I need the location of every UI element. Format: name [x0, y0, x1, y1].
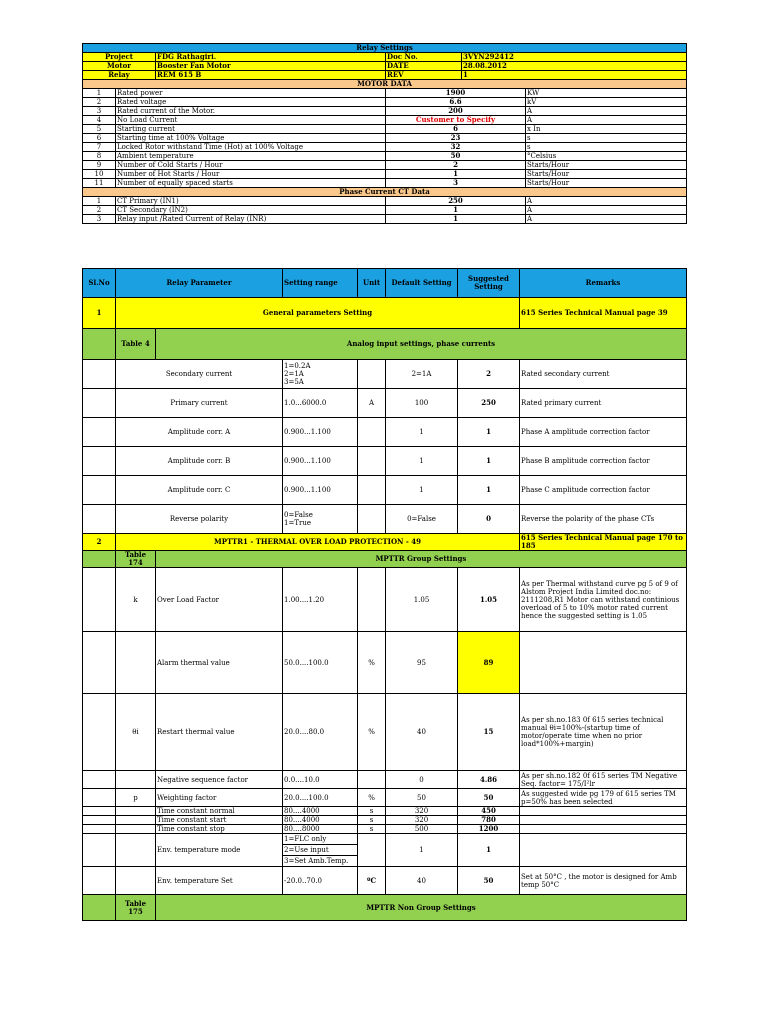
- table-row: [83, 476, 687, 505]
- motor-value: 2: [386, 161, 526, 170]
- motor-value: Customer to Specify: [386, 116, 526, 125]
- ct-data-heading: Phase Current CT Data: [83, 188, 687, 197]
- suggested-setting: 450: [458, 807, 520, 816]
- motor-param: Number of equally spaced starts: [116, 179, 386, 188]
- table-row: [83, 505, 687, 534]
- col-header-default: Default Setting: [386, 269, 458, 298]
- motor-value: 1: [386, 170, 526, 179]
- motor-unit: KW: [526, 89, 687, 98]
- remarks: Rated secondary current: [520, 360, 687, 389]
- table-title: Analog input settings, phase currents: [156, 329, 687, 360]
- col-header-slno: Sl.No: [83, 269, 116, 298]
- motor-param: Number of Hot Starts / Hour: [116, 170, 386, 179]
- col-header-remarks: Remarks: [520, 269, 687, 298]
- table-label: Table 174: [116, 551, 156, 568]
- motor-param: Rated voltage: [116, 98, 386, 107]
- setting-range: 1.00....1.20: [283, 568, 358, 632]
- unit: %: [358, 694, 386, 771]
- unit: [358, 505, 386, 534]
- setting-range: 1.0...6000.0: [283, 389, 358, 418]
- motor-data-heading: MOTOR DATA: [83, 80, 687, 89]
- ct-value: 1: [386, 206, 526, 215]
- param-name: Time constant normal: [156, 807, 283, 816]
- ct-unit: A: [526, 215, 687, 224]
- param-name: Weighting factor: [156, 789, 283, 807]
- section-number: 1: [83, 298, 116, 329]
- motor-param: Rated power: [116, 89, 386, 98]
- param-name: Secondary current: [116, 360, 283, 389]
- relay-value: REM 615 B: [156, 71, 386, 80]
- motor-value: 200: [386, 107, 526, 116]
- motor-param: Starting time at 100% Voltage: [116, 134, 386, 143]
- suggested-setting: 780: [458, 816, 520, 825]
- motor-unit: A: [526, 116, 687, 125]
- table-row: [83, 161, 687, 170]
- row-number: 6: [83, 134, 116, 143]
- project-label: Project: [83, 53, 156, 62]
- default-setting: 320: [386, 816, 458, 825]
- suggested-setting: 89: [458, 632, 520, 694]
- suggested-setting: 50: [458, 789, 520, 807]
- remarks: [520, 632, 687, 694]
- motor-label: Motor: [83, 62, 156, 71]
- row-number: 9: [83, 161, 116, 170]
- default-setting: 2=1A: [386, 360, 458, 389]
- setting-range: -20.0..70.0: [283, 867, 358, 895]
- table-row: [83, 807, 687, 816]
- default-setting: 1.05: [386, 568, 458, 632]
- table-row: [83, 447, 687, 476]
- rev-value: 1: [462, 71, 687, 80]
- setting-range: 20.0....80.0: [283, 694, 358, 771]
- date-value: 28.08.2012: [462, 62, 687, 71]
- setting-range: 50.0....100.0: [283, 632, 358, 694]
- suggested-setting: 4.86: [458, 771, 520, 789]
- table-label: Table 4: [116, 329, 156, 360]
- motor-value: 23: [386, 134, 526, 143]
- range-option: 1=True: [284, 519, 312, 527]
- section-reference: 615 Series Technical Manual page 170 to 185: [520, 534, 687, 551]
- table-row: [83, 816, 687, 825]
- setting-range: 0.900...1.100: [283, 476, 358, 505]
- param-name: Env. temperature mode: [156, 834, 283, 867]
- row-number: 3: [83, 215, 116, 224]
- section-number: 2: [83, 534, 116, 551]
- suggested-setting: 0: [458, 505, 520, 534]
- unit: [358, 476, 386, 505]
- default-setting: 40: [386, 867, 458, 895]
- motor-value: Booster Fan Motor: [156, 62, 386, 71]
- column-header-row: [83, 269, 687, 298]
- suggested-setting: 50: [458, 867, 520, 895]
- table-row: [83, 694, 687, 771]
- relay-parameter-sheet: [82, 268, 687, 921]
- docno-label: Doc No.: [386, 53, 462, 62]
- table-row: [83, 98, 687, 107]
- motor-param: Rated current of the Motor.: [116, 107, 386, 116]
- table-row: [83, 418, 687, 447]
- motor-value: 1900: [386, 89, 526, 98]
- setting-range: 80....4000: [283, 807, 358, 816]
- suggested-setting: 1: [458, 834, 520, 867]
- relay-settings-sheet: [82, 43, 687, 224]
- table-row: [83, 197, 687, 206]
- param-name: Time constant stop: [156, 825, 283, 834]
- ct-unit: A: [526, 197, 687, 206]
- table-row: [83, 206, 687, 215]
- col-header-unit: Unit: [358, 269, 386, 298]
- project-value: FDG Rathagiri.: [156, 53, 386, 62]
- default-setting: 95: [386, 632, 458, 694]
- motor-unit: A: [526, 107, 687, 116]
- suggested-setting: 1: [458, 476, 520, 505]
- suggested-setting: 1.05: [458, 568, 520, 632]
- remarks: As suggested wide pg 179 of 615 series TM p=50% has been selected: [520, 789, 687, 807]
- relay-label: Relay: [83, 71, 156, 80]
- ct-value: 250: [386, 197, 526, 206]
- param-name: Alarm thermal value: [156, 632, 283, 694]
- param-name: Amplitude corr. B: [116, 447, 283, 476]
- ct-param: CT Primary (IN1): [116, 197, 386, 206]
- motor-value: 50: [386, 152, 526, 161]
- remarks: As per sh.no.182 0f 615 series TM Negative Seq. factor= 175/I²lr: [520, 771, 687, 789]
- motor-unit: s: [526, 143, 687, 152]
- row-number: 2: [83, 206, 116, 215]
- table-title: MPTTR Group Settings: [156, 551, 687, 568]
- sheet-title: Relay Settings: [83, 44, 687, 53]
- setting-range: 20.0....100.0: [283, 789, 358, 807]
- unit: [358, 418, 386, 447]
- range-option: 1=0.2A: [284, 362, 311, 370]
- motor-value: 32: [386, 143, 526, 152]
- setting-range: [283, 360, 358, 389]
- row-number: 5: [83, 125, 116, 134]
- motor-value: 6.6: [386, 98, 526, 107]
- remarks: Phase A amplitude correction factor: [520, 418, 687, 447]
- motor-unit: x In: [526, 125, 687, 134]
- table-row: [83, 867, 687, 895]
- setting-range: 80....4000: [283, 816, 358, 825]
- motor-unit: Starts/Hour: [526, 161, 687, 170]
- remarks: As per sh.no.183 0f 615 series technical manual θi=100%-(startup time of motor/operate time when no prior load*100%+margin): [520, 694, 687, 771]
- param-name: Over Load Factor: [156, 568, 283, 632]
- range-option: 3=5A: [284, 378, 304, 386]
- default-setting: 320: [386, 807, 458, 816]
- param-symbol: k: [116, 568, 156, 632]
- motor-param: Number of Cold Starts / Hour: [116, 161, 386, 170]
- unit: [358, 771, 386, 789]
- default-setting: 1: [386, 476, 458, 505]
- row-number: 3: [83, 107, 116, 116]
- motor-param: Ambient temperature: [116, 152, 386, 161]
- motor-unit: °Celsius: [526, 152, 687, 161]
- param-symbol: p: [116, 789, 156, 807]
- param-name: Amplitude corr. A: [116, 418, 283, 447]
- table-row: [83, 632, 687, 694]
- default-setting: 1: [386, 447, 458, 476]
- default-setting: 100: [386, 389, 458, 418]
- table-row: [83, 116, 687, 125]
- suggested-setting: 1200: [458, 825, 520, 834]
- table-title: MPTTR Non Group Settings: [156, 895, 687, 921]
- ct-unit: A: [526, 206, 687, 215]
- section-title: General parameters Setting: [116, 298, 520, 329]
- setting-range: [283, 834, 358, 867]
- default-setting: 50: [386, 789, 458, 807]
- setting-range: 0.900...1.100: [283, 418, 358, 447]
- col-header-range: Setting range: [283, 269, 358, 298]
- table-row: [83, 360, 687, 389]
- range-option: 2=Use input: [283, 845, 357, 856]
- unit: s: [358, 807, 386, 816]
- unit: [358, 360, 386, 389]
- row-number: 1: [83, 89, 116, 98]
- remarks: Reverse the polarity of the phase CTs: [520, 505, 687, 534]
- default-setting: 40: [386, 694, 458, 771]
- suggested-setting: 2: [458, 360, 520, 389]
- range-option: 1=FLC only: [283, 834, 357, 845]
- setting-range: [283, 505, 358, 534]
- table-label: Table 175: [116, 895, 156, 921]
- param-name: Negative sequence factor: [156, 771, 283, 789]
- ct-param: CT Secondary (IN2): [116, 206, 386, 215]
- default-setting: 0=False: [386, 505, 458, 534]
- param-name: Reverse polarity: [116, 505, 283, 534]
- table-row: [83, 179, 687, 188]
- unit: ºC: [358, 867, 386, 895]
- setting-range: 80....8000: [283, 825, 358, 834]
- param-name: Restart thermal value: [156, 694, 283, 771]
- unit: A: [358, 389, 386, 418]
- remarks: As per Thermal withstand curve pg 5 of 9 of Alstom Project India Limited doc.no: 2111208,R1 Motor can withstand continious overload of 5 to 10% motor rated current hence the suggested setting is 1.05: [520, 568, 687, 632]
- table-row: [83, 771, 687, 789]
- table-row: [83, 107, 687, 116]
- setting-range: 0.0....10.0: [283, 771, 358, 789]
- motor-value: 6: [386, 125, 526, 134]
- param-symbol: θi: [116, 694, 156, 771]
- motor-unit: s: [526, 134, 687, 143]
- param-name: Amplitude corr. C: [116, 476, 283, 505]
- row-number: 2: [83, 98, 116, 107]
- row-number: 8: [83, 152, 116, 161]
- table-row: [83, 215, 687, 224]
- suggested-setting: 1: [458, 418, 520, 447]
- row-number: 1: [83, 197, 116, 206]
- table-row: [83, 152, 687, 161]
- default-setting: 500: [386, 825, 458, 834]
- suggested-setting: 15: [458, 694, 520, 771]
- ct-value: 1: [386, 215, 526, 224]
- unit: %: [358, 632, 386, 694]
- unit: s: [358, 825, 386, 834]
- motor-param: Starting current: [116, 125, 386, 134]
- table-row: [83, 389, 687, 418]
- table-row: [83, 125, 687, 134]
- row-number: 4: [83, 116, 116, 125]
- table-row: [83, 789, 687, 807]
- table-row: [83, 568, 687, 632]
- setting-range: 0.900...1.100: [283, 447, 358, 476]
- section-title: MPTTR1 - THERMAL OVER LOAD PROTECTION - 49: [116, 534, 520, 551]
- col-header-suggested: Suggested Setting: [458, 269, 520, 298]
- suggested-setting: 250: [458, 389, 520, 418]
- motor-unit: kV: [526, 98, 687, 107]
- unit: %: [358, 789, 386, 807]
- table-row: [83, 143, 687, 152]
- unit: [358, 447, 386, 476]
- param-name: Env. temperature Set: [156, 867, 283, 895]
- param-name: Time constant start: [156, 816, 283, 825]
- default-setting: 0: [386, 771, 458, 789]
- table-row: [83, 825, 687, 834]
- remarks: Phase B amplitude correction factor: [520, 447, 687, 476]
- remarks: Rated primary current: [520, 389, 687, 418]
- table-row: [83, 134, 687, 143]
- range-option: 3=Set Amb.Temp.: [284, 857, 349, 865]
- motor-value: 3: [386, 179, 526, 188]
- motor-param: No Load Current: [116, 116, 386, 125]
- date-label: DATE: [386, 62, 462, 71]
- table-row: [83, 170, 687, 179]
- default-setting: 1: [386, 834, 458, 867]
- row-number: 7: [83, 143, 116, 152]
- rev-label: REV: [386, 71, 462, 80]
- motor-unit: Starts/Hour: [526, 179, 687, 188]
- row-number: 11: [83, 179, 116, 188]
- table-row: [83, 834, 687, 867]
- row-number: 10: [83, 170, 116, 179]
- range-option: 2=1A: [284, 370, 304, 378]
- section-reference: 615 Series Technical Manual page 39: [520, 298, 687, 329]
- suggested-setting: 1: [458, 447, 520, 476]
- remarks: Set at 50°C , the motor is designed for Amb temp 50°C: [520, 867, 687, 895]
- remarks: Phase C amplitude correction factor: [520, 476, 687, 505]
- motor-param: Locked Rotor withstand Time (Hot) at 100% Voltage: [116, 143, 386, 152]
- ct-param: Relay input /Rated Current of Relay (INR): [116, 215, 386, 224]
- unit: [358, 568, 386, 632]
- table-row: [83, 89, 687, 98]
- motor-unit: Starts/Hour: [526, 170, 687, 179]
- range-option: 0=False: [284, 511, 313, 519]
- docno-value: 3VYN292412: [462, 53, 687, 62]
- unit: s: [358, 816, 386, 825]
- param-name: Primary current: [116, 389, 283, 418]
- col-header-param: Relay Parameter: [116, 269, 283, 298]
- default-setting: 1: [386, 418, 458, 447]
